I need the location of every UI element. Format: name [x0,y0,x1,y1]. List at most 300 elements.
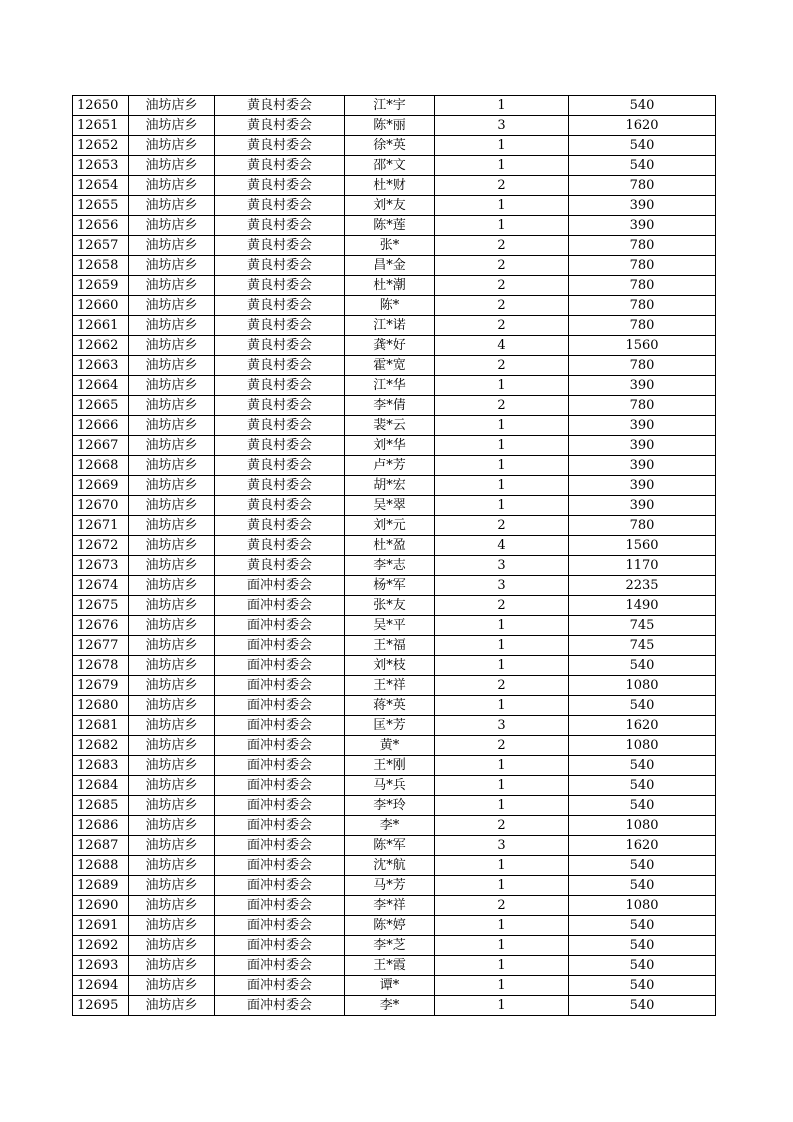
table-row [73,576,716,596]
township-cell: 油坊店乡 [129,376,215,396]
record-id-cell: 12686 [73,816,129,836]
count-cell: 2 [435,816,569,836]
amount-cell: 540 [569,976,716,996]
name-cell: 龚*好 [345,336,435,356]
table-row [73,256,716,276]
name-cell: 胡*宏 [345,476,435,496]
count-cell: 1 [435,876,569,896]
record-id-cell: 12682 [73,736,129,756]
amount-cell: 540 [569,136,716,156]
name-cell: 王*祥 [345,676,435,696]
township-cell: 油坊店乡 [129,716,215,736]
record-id-cell: 12652 [73,136,129,156]
table-row [73,316,716,336]
village-committee-cell: 黄良村委会 [215,376,345,396]
record-id-cell: 12695 [73,996,129,1016]
subsidy-table [72,95,716,1016]
table-row [73,716,716,736]
township-cell: 油坊店乡 [129,416,215,436]
name-cell: 马*兵 [345,776,435,796]
amount-cell: 780 [569,256,716,276]
amount-cell: 745 [569,636,716,656]
record-id-cell: 12688 [73,856,129,876]
name-cell: 李*玲 [345,796,435,816]
village-committee-cell: 黄良村委会 [215,456,345,476]
name-cell: 李*志 [345,556,435,576]
amount-cell: 1620 [569,116,716,136]
record-id-cell: 12677 [73,636,129,656]
table-row [73,156,716,176]
name-cell: 刘*友 [345,196,435,216]
record-id-cell: 12672 [73,536,129,556]
township-cell: 油坊店乡 [129,176,215,196]
village-committee-cell: 黄良村委会 [215,356,345,376]
name-cell: 杜*盈 [345,536,435,556]
name-cell: 张*友 [345,596,435,616]
township-cell: 油坊店乡 [129,216,215,236]
table-row [73,176,716,196]
record-id-cell: 12676 [73,616,129,636]
village-committee-cell: 面冲村委会 [215,956,345,976]
table-row [73,276,716,296]
name-cell: 陈*丽 [345,116,435,136]
count-cell: 2 [435,176,569,196]
table-body [73,96,716,1016]
count-cell: 1 [435,96,569,116]
township-cell: 油坊店乡 [129,976,215,996]
count-cell: 2 [435,396,569,416]
name-cell: 李*祥 [345,896,435,916]
record-id-cell: 12667 [73,436,129,456]
count-cell: 1 [435,416,569,436]
township-cell: 油坊店乡 [129,956,215,976]
township-cell: 油坊店乡 [129,656,215,676]
record-id-cell: 12690 [73,896,129,916]
name-cell: 李* [345,996,435,1016]
township-cell: 油坊店乡 [129,816,215,836]
township-cell: 油坊店乡 [129,936,215,956]
count-cell: 4 [435,336,569,356]
amount-cell: 540 [569,956,716,976]
name-cell: 刘*枝 [345,656,435,676]
amount-cell: 2235 [569,576,716,596]
amount-cell: 745 [569,616,716,636]
township-cell: 油坊店乡 [129,396,215,416]
village-committee-cell: 黄良村委会 [215,556,345,576]
count-cell: 2 [435,896,569,916]
record-id-cell: 12669 [73,476,129,496]
township-cell: 油坊店乡 [129,756,215,776]
village-committee-cell: 黄良村委会 [215,216,345,236]
count-cell: 1 [435,636,569,656]
township-cell: 油坊店乡 [129,476,215,496]
table-row [73,196,716,216]
township-cell: 油坊店乡 [129,96,215,116]
township-cell: 油坊店乡 [129,896,215,916]
village-committee-cell: 黄良村委会 [215,156,345,176]
amount-cell: 780 [569,176,716,196]
amount-cell: 780 [569,296,716,316]
township-cell: 油坊店乡 [129,356,215,376]
village-committee-cell: 面冲村委会 [215,936,345,956]
record-id-cell: 12687 [73,836,129,856]
table-row [73,736,716,756]
record-id-cell: 12674 [73,576,129,596]
amount-cell: 390 [569,216,716,236]
township-cell: 油坊店乡 [129,456,215,476]
amount-cell: 780 [569,316,716,336]
name-cell: 李* [345,816,435,836]
name-cell: 卢*芳 [345,456,435,476]
record-id-cell: 12683 [73,756,129,776]
amount-cell: 780 [569,236,716,256]
count-cell: 2 [435,596,569,616]
count-cell: 1 [435,996,569,1016]
village-committee-cell: 黄良村委会 [215,116,345,136]
amount-cell: 1620 [569,836,716,856]
table-row [73,696,716,716]
table-row [73,516,716,536]
record-id-cell: 12656 [73,216,129,236]
village-committee-cell: 黄良村委会 [215,296,345,316]
name-cell: 刘*元 [345,516,435,536]
record-id-cell: 12650 [73,96,129,116]
name-cell: 王*刚 [345,756,435,776]
name-cell: 李*倩 [345,396,435,416]
table-row [73,536,716,556]
village-committee-cell: 黄良村委会 [215,276,345,296]
count-cell: 3 [435,556,569,576]
name-cell: 裴*云 [345,416,435,436]
amount-cell: 1490 [569,596,716,616]
township-cell: 油坊店乡 [129,796,215,816]
table-row [73,756,716,776]
count-cell: 1 [435,936,569,956]
table-row [73,896,716,916]
amount-cell: 540 [569,776,716,796]
name-cell: 刘*华 [345,436,435,456]
name-cell: 邵*文 [345,156,435,176]
record-id-cell: 12680 [73,696,129,716]
count-cell: 1 [435,436,569,456]
township-cell: 油坊店乡 [129,436,215,456]
township-cell: 油坊店乡 [129,156,215,176]
name-cell: 江*华 [345,376,435,396]
village-committee-cell: 面冲村委会 [215,576,345,596]
amount-cell: 540 [569,156,716,176]
amount-cell: 540 [569,936,716,956]
table-row [73,396,716,416]
count-cell: 1 [435,656,569,676]
amount-cell: 1560 [569,336,716,356]
record-id-cell: 12661 [73,316,129,336]
table-row [73,596,716,616]
name-cell: 徐*英 [345,136,435,156]
village-committee-cell: 黄良村委会 [215,536,345,556]
count-cell: 3 [435,716,569,736]
record-id-cell: 12665 [73,396,129,416]
township-cell: 油坊店乡 [129,596,215,616]
village-committee-cell: 面冲村委会 [215,716,345,736]
township-cell: 油坊店乡 [129,116,215,136]
table-row [73,656,716,676]
village-committee-cell: 黄良村委会 [215,436,345,456]
record-id-cell: 12684 [73,776,129,796]
name-cell: 黄* [345,736,435,756]
name-cell: 杜*潮 [345,276,435,296]
record-id-cell: 12653 [73,156,129,176]
amount-cell: 1080 [569,676,716,696]
township-cell: 油坊店乡 [129,536,215,556]
amount-cell: 540 [569,916,716,936]
village-committee-cell: 黄良村委会 [215,96,345,116]
township-cell: 油坊店乡 [129,136,215,156]
village-committee-cell: 黄良村委会 [215,396,345,416]
record-id-cell: 12654 [73,176,129,196]
record-id-cell: 12675 [73,596,129,616]
record-id-cell: 12692 [73,936,129,956]
name-cell: 王*霞 [345,956,435,976]
count-cell: 1 [435,756,569,776]
count-cell: 1 [435,476,569,496]
count-cell: 1 [435,196,569,216]
amount-cell: 1560 [569,536,716,556]
count-cell: 2 [435,256,569,276]
table-row [73,436,716,456]
amount-cell: 780 [569,276,716,296]
count-cell: 2 [435,316,569,336]
village-committee-cell: 面冲村委会 [215,836,345,856]
table-row [73,556,716,576]
amount-cell: 1080 [569,816,716,836]
name-cell: 陈*军 [345,836,435,856]
record-id-cell: 12668 [73,456,129,476]
record-id-cell: 12657 [73,236,129,256]
table-row [73,836,716,856]
count-cell: 1 [435,156,569,176]
count-cell: 1 [435,916,569,936]
count-cell: 1 [435,856,569,876]
village-committee-cell: 黄良村委会 [215,416,345,436]
township-cell: 油坊店乡 [129,236,215,256]
count-cell: 1 [435,136,569,156]
record-id-cell: 12658 [73,256,129,276]
record-id-cell: 12666 [73,416,129,436]
village-committee-cell: 黄良村委会 [215,176,345,196]
township-cell: 油坊店乡 [129,196,215,216]
amount-cell: 540 [569,756,716,776]
table-row [73,236,716,256]
amount-cell: 1080 [569,896,716,916]
table-row [73,356,716,376]
table-row [73,116,716,136]
village-committee-cell: 面冲村委会 [215,776,345,796]
township-cell: 油坊店乡 [129,556,215,576]
name-cell: 陈*莲 [345,216,435,236]
township-cell: 油坊店乡 [129,336,215,356]
record-id-cell: 12671 [73,516,129,536]
amount-cell: 390 [569,496,716,516]
amount-cell: 390 [569,436,716,456]
village-committee-cell: 面冲村委会 [215,616,345,636]
count-cell: 3 [435,836,569,856]
count-cell: 1 [435,376,569,396]
township-cell: 油坊店乡 [129,496,215,516]
amount-cell: 780 [569,356,716,376]
township-cell: 油坊店乡 [129,316,215,336]
record-id-cell: 12673 [73,556,129,576]
count-cell: 2 [435,296,569,316]
township-cell: 油坊店乡 [129,856,215,876]
table-row [73,776,716,796]
table-row [73,376,716,396]
amount-cell: 540 [569,876,716,896]
record-id-cell: 12689 [73,876,129,896]
township-cell: 油坊店乡 [129,996,215,1016]
table-row [73,936,716,956]
table-row [73,976,716,996]
record-id-cell: 12679 [73,676,129,696]
table-row [73,816,716,836]
name-cell: 李*芝 [345,936,435,956]
name-cell: 吴*翠 [345,496,435,516]
village-committee-cell: 面冲村委会 [215,736,345,756]
township-cell: 油坊店乡 [129,876,215,896]
count-cell: 1 [435,776,569,796]
record-id-cell: 12694 [73,976,129,996]
amount-cell: 540 [569,656,716,676]
name-cell: 江*宇 [345,96,435,116]
village-committee-cell: 面冲村委会 [215,756,345,776]
village-committee-cell: 面冲村委会 [215,636,345,656]
record-id-cell: 12691 [73,916,129,936]
table-row [73,416,716,436]
count-cell: 1 [435,696,569,716]
village-committee-cell: 面冲村委会 [215,996,345,1016]
table-row [73,676,716,696]
table-row [73,916,716,936]
table-row [73,996,716,1016]
village-committee-cell: 面冲村委会 [215,816,345,836]
amount-cell: 540 [569,96,716,116]
count-cell: 4 [435,536,569,556]
township-cell: 油坊店乡 [129,736,215,756]
township-cell: 油坊店乡 [129,516,215,536]
count-cell: 1 [435,216,569,236]
amount-cell: 540 [569,796,716,816]
record-id-cell: 12678 [73,656,129,676]
township-cell: 油坊店乡 [129,256,215,276]
amount-cell: 1170 [569,556,716,576]
village-committee-cell: 黄良村委会 [215,336,345,356]
village-committee-cell: 面冲村委会 [215,696,345,716]
count-cell: 1 [435,956,569,976]
record-id-cell: 12651 [73,116,129,136]
village-committee-cell: 面冲村委会 [215,596,345,616]
name-cell: 匡*芳 [345,716,435,736]
name-cell: 霍*宽 [345,356,435,376]
amount-cell: 390 [569,376,716,396]
township-cell: 油坊店乡 [129,616,215,636]
table-row [73,796,716,816]
table-row [73,616,716,636]
amount-cell: 390 [569,476,716,496]
name-cell: 蒋*英 [345,696,435,716]
name-cell: 陈*婷 [345,916,435,936]
record-id-cell: 12662 [73,336,129,356]
township-cell: 油坊店乡 [129,776,215,796]
name-cell: 沈*航 [345,856,435,876]
village-committee-cell: 面冲村委会 [215,916,345,936]
township-cell: 油坊店乡 [129,696,215,716]
amount-cell: 1620 [569,716,716,736]
table-row [73,336,716,356]
count-cell: 1 [435,796,569,816]
table-row [73,496,716,516]
count-cell: 1 [435,496,569,516]
amount-cell: 780 [569,396,716,416]
table-row [73,956,716,976]
name-cell: 杨*军 [345,576,435,596]
township-cell: 油坊店乡 [129,676,215,696]
count-cell: 2 [435,736,569,756]
record-id-cell: 12670 [73,496,129,516]
name-cell: 陈* [345,296,435,316]
village-committee-cell: 黄良村委会 [215,516,345,536]
table-row [73,856,716,876]
name-cell: 谭* [345,976,435,996]
record-id-cell: 12663 [73,356,129,376]
name-cell: 杜*财 [345,176,435,196]
count-cell: 1 [435,616,569,636]
township-cell: 油坊店乡 [129,296,215,316]
name-cell: 昌*金 [345,256,435,276]
record-id-cell: 12660 [73,296,129,316]
record-id-cell: 12655 [73,196,129,216]
township-cell: 油坊店乡 [129,576,215,596]
count-cell: 2 [435,356,569,376]
count-cell: 3 [435,576,569,596]
count-cell: 3 [435,116,569,136]
count-cell: 2 [435,676,569,696]
amount-cell: 1080 [569,736,716,756]
village-committee-cell: 面冲村委会 [215,656,345,676]
amount-cell: 390 [569,196,716,216]
village-committee-cell: 面冲村委会 [215,976,345,996]
table-row [73,476,716,496]
table-row [73,456,716,476]
count-cell: 1 [435,976,569,996]
village-committee-cell: 面冲村委会 [215,676,345,696]
record-id-cell: 12664 [73,376,129,396]
name-cell: 张* [345,236,435,256]
record-id-cell: 12659 [73,276,129,296]
count-cell: 1 [435,456,569,476]
village-committee-cell: 黄良村委会 [215,136,345,156]
village-committee-cell: 面冲村委会 [215,896,345,916]
name-cell: 马*芳 [345,876,435,896]
count-cell: 2 [435,236,569,256]
village-committee-cell: 黄良村委会 [215,256,345,276]
village-committee-cell: 面冲村委会 [215,796,345,816]
count-cell: 2 [435,516,569,536]
village-committee-cell: 黄良村委会 [215,476,345,496]
record-id-cell: 12681 [73,716,129,736]
township-cell: 油坊店乡 [129,916,215,936]
village-committee-cell: 黄良村委会 [215,196,345,216]
amount-cell: 540 [569,996,716,1016]
township-cell: 油坊店乡 [129,636,215,656]
